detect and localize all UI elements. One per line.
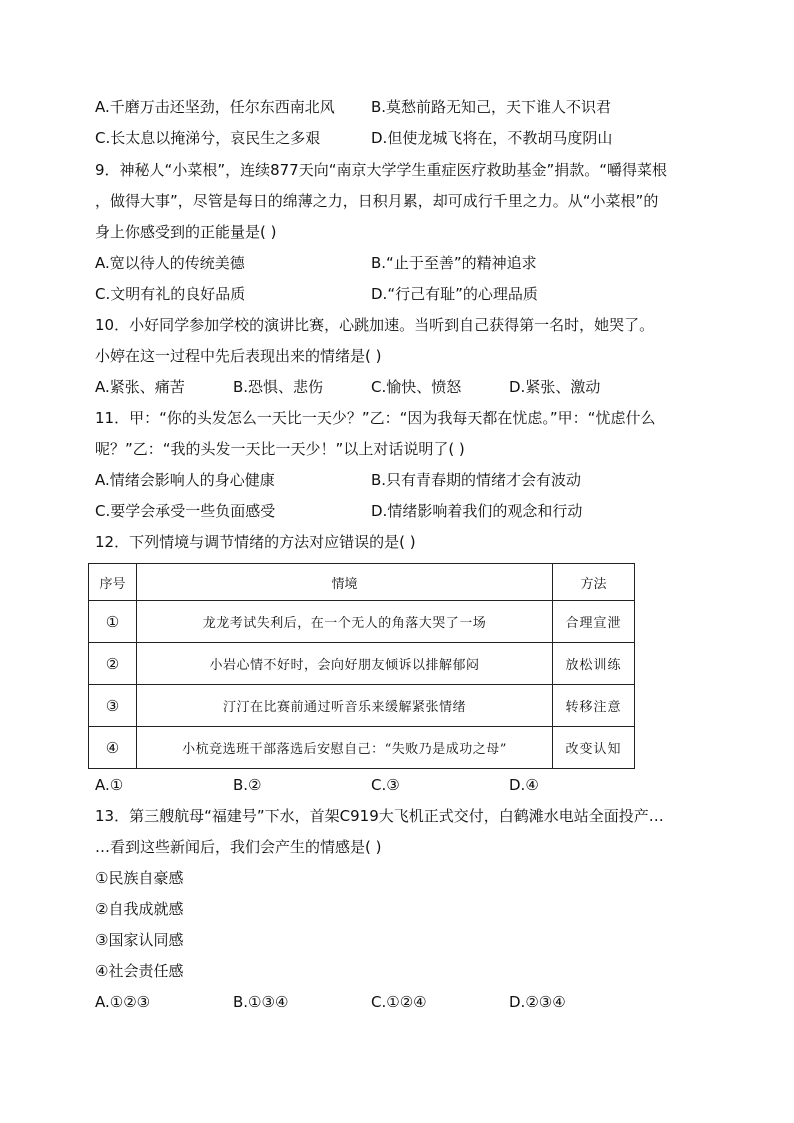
row-number: ②	[89, 643, 137, 685]
q10-option-a: A.紧张、痛苦	[95, 378, 185, 396]
q10-stem-line-2: 小婷在这一过程中先后表现出来的情绪是( )	[95, 347, 382, 365]
q10-option-d: D.紧张、激动	[509, 378, 601, 396]
q13-item-1: ①民族自豪感	[95, 869, 184, 887]
q12-option-c: C.③	[371, 776, 400, 794]
header-scene: 情境	[137, 564, 553, 601]
q8-option-b: B.莫愁前路无知己，天下谁人不识君	[371, 98, 612, 116]
q9-stem-line-1: 9．神秘人“小菜根”，连续877天向“南京大学学生重症医疗救助基金”捐款。“嚼得菜根	[95, 161, 668, 179]
q11-option-c: C.要学会承受一些负面感受	[95, 502, 276, 520]
q8-option-d: D.但使龙城飞将在，不教胡马度阴山	[371, 129, 613, 147]
q9-option-c: C.文明有礼的良好品质	[95, 285, 246, 303]
header-number: 序号	[89, 564, 137, 601]
q9-option-b: B.“止于至善”的精神追求	[371, 254, 537, 272]
table-header-row	[89, 564, 635, 601]
q12-option-d: D.④	[509, 776, 539, 794]
header-method: 方法	[553, 564, 635, 601]
row-method: 转移注意	[553, 685, 635, 727]
q13-item-2: ②自我成就感	[95, 900, 184, 918]
q10-option-b: B.恐惧、悲伤	[233, 378, 324, 396]
row-scene: 小杭竞选班干部落选后安慰自己：“失败乃是成功之母”	[137, 727, 553, 769]
q9-stem-line-2: ，做得大事”，尽管是每日的绵薄之力，日积月累，却可成行千里之力。从“小菜根”的	[95, 192, 659, 210]
row-number: ①	[89, 601, 137, 643]
row-number: ④	[89, 727, 137, 769]
q8-option-c: C.长太息以掩涕兮，哀民生之多艰	[95, 129, 321, 147]
q11-option-b: B.只有青春期的情绪才会有波动	[371, 471, 582, 489]
q9-option-d: D.“行己有耻”的心理品质	[371, 285, 538, 303]
row-method: 放松训练	[553, 643, 635, 685]
row-scene: 小岩心情不好时，会向好朋友倾诉以排解郁闷	[137, 643, 553, 685]
row-method: 改变认知	[553, 727, 635, 769]
table-row	[89, 685, 635, 727]
q13-stem-line-2: …看到这些新闻后，我们会产生的情感是( )	[95, 838, 382, 856]
q13-option-b: B.①③④	[233, 993, 289, 1011]
q12-table	[88, 563, 635, 769]
q11-option-d: D.情绪影响着我们的观念和行动	[371, 502, 583, 520]
q11-stem-line-1: 11．甲：“你的头发怎么一天比一天少？”乙：“因为我每天都在忧虑。”甲：“忧虑什么	[95, 409, 656, 427]
q10-stem-line-1: 10．小好同学参加学校的演讲比赛，心跳加速。当听到自己获得第一名时，她哭了。	[95, 316, 655, 334]
q8-option-a: A.千磨万击还坚劲，任尔东西南北风	[95, 98, 335, 116]
q12-option-b: B.②	[233, 776, 262, 794]
table-row	[89, 601, 635, 643]
q13-option-a: A.①②③	[95, 993, 151, 1011]
q13-option-c: C.①②④	[371, 993, 427, 1011]
q13-item-4: ④社会责任感	[95, 962, 184, 980]
q12-stem: 12．下列情境与调节情绪的方法对应错误的是( )	[95, 533, 416, 551]
row-scene: 汀汀在比赛前通过听音乐来缓解紧张情绪	[137, 685, 553, 727]
table-row	[89, 727, 635, 769]
table-row	[89, 643, 635, 685]
q12-option-a: A.①	[95, 776, 124, 794]
q13-item-3: ③国家认同感	[95, 931, 184, 949]
q11-option-a: A.情绪会影响人的身心健康	[95, 471, 275, 489]
row-number: ③	[89, 685, 137, 727]
row-method: 合理宣泄	[553, 601, 635, 643]
q9-stem-line-3: 身上你感受到的正能量是( )	[95, 223, 277, 241]
row-scene: 龙龙考试失利后，在一个无人的角落大哭了一场	[137, 601, 553, 643]
q10-option-c: C.愉快、愤怒	[371, 378, 462, 396]
q9-option-a: A.宽以待人的传统美德	[95, 254, 245, 272]
q13-option-d: D.②③④	[509, 993, 566, 1011]
q11-stem-line-2: 呢？”乙：“我的头发一天比一天少！”以上对话说明了( )	[95, 440, 465, 458]
q13-stem-line-1: 13．第三艘航母“福建号”下水，首架C919大飞机正式交付，白鹤滩水电站全面投产…	[95, 807, 664, 825]
